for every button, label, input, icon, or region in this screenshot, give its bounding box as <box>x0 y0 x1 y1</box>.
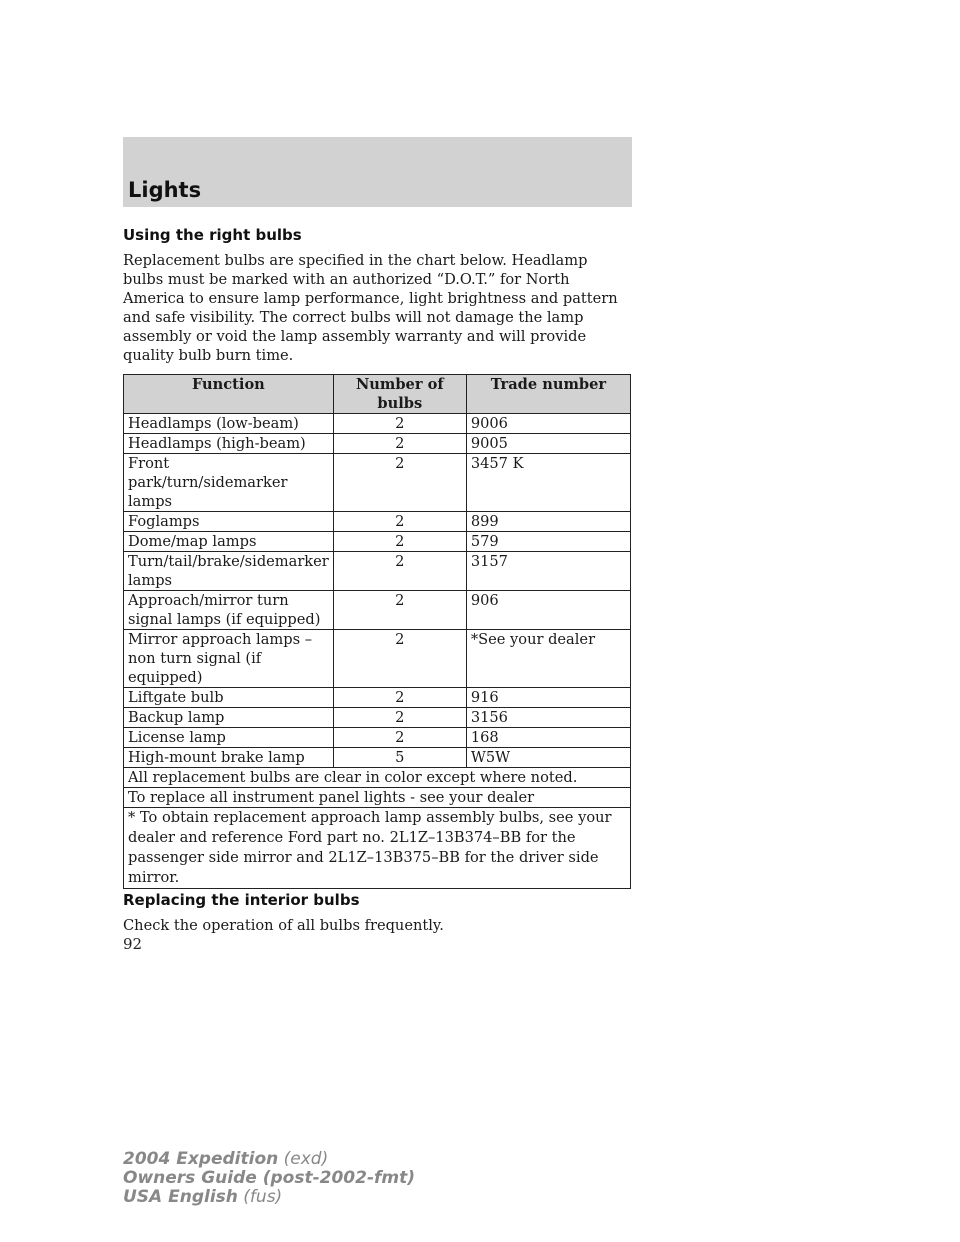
cell-number: 2 <box>333 454 466 512</box>
table-row <box>124 748 631 768</box>
cell-number: 2 <box>333 630 466 688</box>
cell-trade: *See your dealer <box>466 630 630 688</box>
table-row <box>124 728 631 748</box>
cell-number: 2 <box>333 552 466 591</box>
table-row <box>124 512 631 532</box>
bulbs-intro-paragraph: Replacement bulbs are specified in the chart below. Headlamp bulbs must be marked with an authorized “D.O.T.” for North America to ensure lamp performance, light brightness and pattern and safe visibility. The correct bulbs will not damage the lamp assembly or void the lamp assembly warranty and will provide quality bulb burn time. <box>123 252 618 364</box>
table-row <box>124 630 631 688</box>
column-header-trade: Trade number <box>466 375 630 414</box>
page-number: 92 <box>123 935 143 953</box>
footer-vehicle-code: (exd) <box>283 1149 329 1169</box>
table-note-row <box>124 808 631 889</box>
bulbs-heading: Using the right bulbs <box>123 226 302 244</box>
cell-trade: 9005 <box>466 434 630 454</box>
cell-trade: 906 <box>466 591 630 630</box>
cell-trade: 3157 <box>466 552 630 591</box>
footer-language: USA English <box>123 1187 238 1207</box>
interior-bulbs-heading: Replacing the interior bulbs <box>123 891 360 909</box>
cell-function: Front park/turn/sidemarker lamps <box>124 454 334 512</box>
table-row <box>124 688 631 708</box>
cell-function: Dome/map lamps <box>124 532 334 552</box>
footer-guide: Owners Guide (post-2002-fmt) <box>123 1168 416 1188</box>
table-note: * To obtain replacement approach lamp assembly bulbs, see your dealer and reference Ford part no. 2L1Z–13B374–BB for the passenger side mirror and 2L1Z–13B375–BB for the driver side mirror. <box>124 808 631 889</box>
table-header-row <box>124 375 631 414</box>
table-row <box>124 434 631 454</box>
table-note-row <box>124 788 631 808</box>
section-title: Lights <box>128 178 202 202</box>
cell-function: Liftgate bulb <box>124 688 334 708</box>
page-content <box>123 224 632 944</box>
table-row <box>124 454 631 512</box>
table-note: To replace all instrument panel lights - see your dealer <box>124 788 631 808</box>
table-row <box>124 552 631 591</box>
table-note-row <box>124 768 631 788</box>
cell-function: High-mount brake lamp <box>124 748 334 768</box>
cell-number: 2 <box>333 688 466 708</box>
cell-function: Approach/mirror turn signal lamps (if equipped) <box>124 591 334 630</box>
cell-function: Headlamps (low-beam) <box>124 414 334 434</box>
cell-trade: 3457 K <box>466 454 630 512</box>
cell-trade: 9006 <box>466 414 630 434</box>
cell-number: 2 <box>333 708 466 728</box>
cell-trade: 899 <box>466 512 630 532</box>
column-header-function: Function <box>124 375 334 414</box>
table-note: All replacement bulbs are clear in color except where noted. <box>124 768 631 788</box>
cell-number: 2 <box>333 591 466 630</box>
footer-line-2 <box>123 1169 415 1188</box>
interior-bulbs-paragraph: Check the operation of all bulbs frequently. <box>123 917 444 934</box>
footer-language-code: (fus) <box>243 1187 283 1207</box>
cell-trade: W5W <box>466 748 630 768</box>
document-footer <box>123 1150 415 1207</box>
footer-line-1 <box>123 1150 415 1169</box>
table-row <box>124 708 631 728</box>
cell-function: License lamp <box>124 728 334 748</box>
cell-trade: 916 <box>466 688 630 708</box>
cell-number: 2 <box>333 512 466 532</box>
cell-trade: 579 <box>466 532 630 552</box>
cell-function: Turn/tail/brake/sidemarker lamps <box>124 552 334 591</box>
table-row <box>124 591 631 630</box>
cell-trade: 168 <box>466 728 630 748</box>
cell-function: Headlamps (high-beam) <box>124 434 334 454</box>
footer-line-3 <box>123 1188 415 1207</box>
bulb-table <box>123 374 631 889</box>
cell-function: Mirror approach lamps – non turn signal (if equipped) <box>124 630 334 688</box>
table-row <box>124 414 631 434</box>
column-header-number: Number of bulbs <box>333 375 466 414</box>
cell-trade: 3156 <box>466 708 630 728</box>
table-row <box>124 532 631 552</box>
cell-number: 2 <box>333 728 466 748</box>
cell-function: Foglamps <box>124 512 334 532</box>
cell-function: Backup lamp <box>124 708 334 728</box>
cell-number: 2 <box>333 532 466 552</box>
cell-number: 5 <box>333 748 466 768</box>
cell-number: 2 <box>333 414 466 434</box>
cell-number: 2 <box>333 434 466 454</box>
footer-vehicle: 2004 Expedition <box>123 1149 279 1169</box>
